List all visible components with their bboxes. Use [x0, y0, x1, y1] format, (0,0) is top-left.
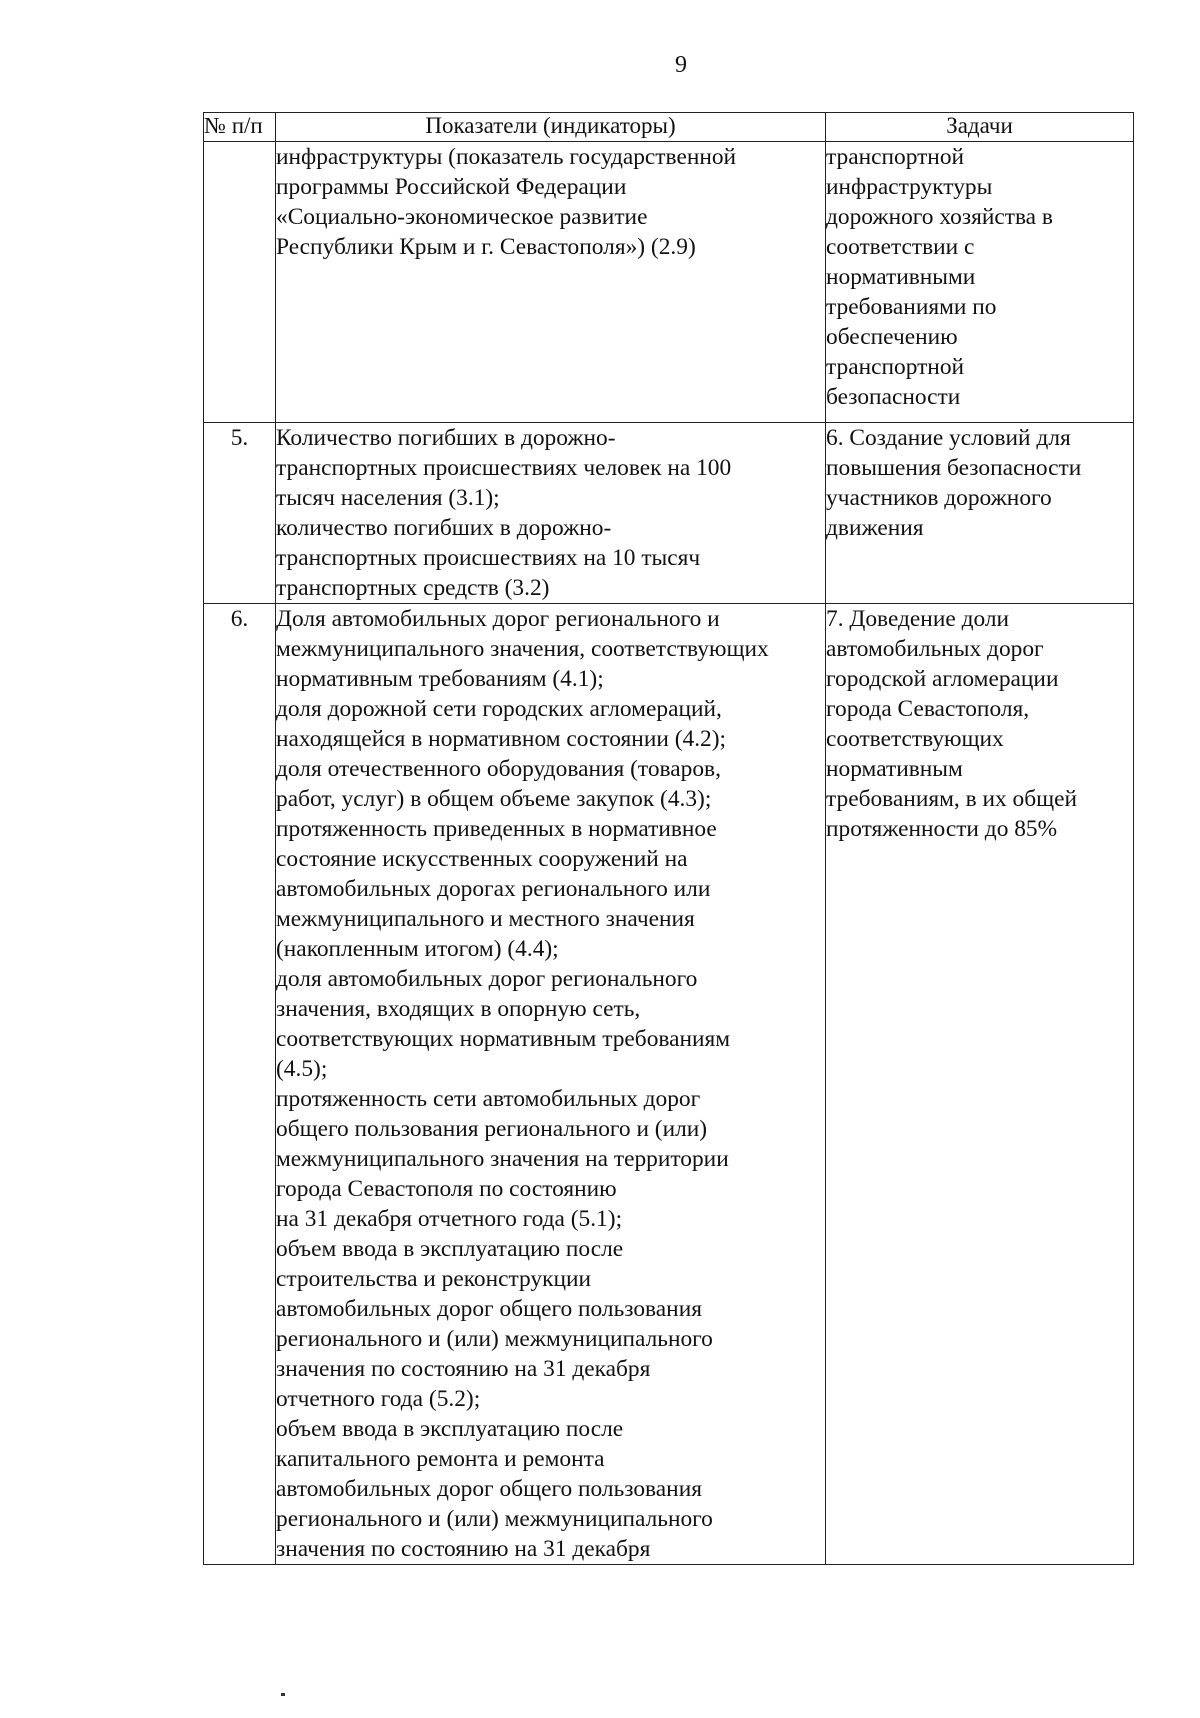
task-line: участников дорожного [826, 485, 1052, 511]
header-indicators: Показатели (индикаторы) [276, 113, 826, 142]
indicator-line: регионального и (или) межмуниципального [276, 1326, 713, 1352]
indicator-line: нормативным требованиям (4.1); [276, 666, 604, 692]
table-row [204, 423, 1134, 604]
indicator-line: значения, входящих в опорную сеть, [276, 996, 641, 1022]
task-line: нормативным [826, 756, 963, 782]
task-line: инфраструктуры [826, 174, 993, 200]
indicator-line: межмуниципального значения на территории [276, 1146, 729, 1172]
table-row [204, 142, 1134, 423]
indicator-line: Доля автомобильных дорог регионального и [276, 606, 720, 632]
header-tasks: Задачи [826, 113, 1134, 142]
indicator-line: состояние искусственных сооружений на [276, 846, 688, 872]
task-line: повышения безопасности [826, 455, 1082, 481]
tasks-cell [826, 423, 1134, 604]
task-line: городской агломерации [826, 666, 1059, 692]
task-line: нормативными [826, 264, 976, 290]
indicator-line: тысяч населения (3.1); [276, 485, 500, 511]
indicator-line: находящейся в нормативном состоянии (4.2); [276, 726, 727, 752]
indicator-line: программы Российской Федерации [276, 174, 627, 200]
indicator-line: соответствующих нормативным требованиям [276, 1026, 731, 1052]
indicator-line: доля автомобильных дорог регионального [276, 966, 698, 992]
indicator-line: (накопленным итогом) (4.4); [276, 936, 559, 962]
indicator-line: доля отечественного оборудования (товаров, [276, 756, 721, 782]
indicator-line: работ, услуг) в общем объеме закупок (4.3); [276, 786, 712, 812]
indicator-line: межмуниципального значения, соответствующих [276, 636, 769, 662]
indicator-line: протяженность приведенных в нормативное [276, 816, 717, 842]
row-number [204, 142, 276, 423]
task-line: 6. Создание условий для [826, 425, 1071, 451]
table-header-row [204, 113, 1134, 142]
indicator-line: капитального ремонта и ремонта [276, 1446, 605, 1472]
indicator-line: Количество погибших в дорожно- [276, 425, 616, 451]
indicator-line: доля дорожной сети городских агломераций, [276, 696, 722, 722]
indicators-cell [276, 604, 826, 1565]
task-line: транспортной [826, 144, 965, 170]
indicators-table [203, 112, 1134, 1565]
indicator-line: (4.5); [276, 1056, 328, 1082]
scan-speck [281, 1693, 285, 1696]
indicators-cell [276, 423, 826, 604]
indicator-line: строительства и реконструкции [276, 1266, 592, 1292]
indicator-line: общего пользования регионального и (или) [276, 1116, 708, 1142]
indicator-line: значения по состоянию на 31 декабря [276, 1536, 651, 1562]
task-line: требованиями по [826, 294, 997, 320]
indicator-line: автомобильных дорог общего пользования [276, 1296, 702, 1322]
task-line: 7. Доведение доли [826, 606, 1010, 632]
indicator-line: автомобильных дорог общего пользования [276, 1476, 702, 1502]
row-number: 6. [204, 604, 276, 1565]
indicators-cell [276, 142, 826, 423]
indicator-line: Республики Крым и г. Севастополя») (2.9) [276, 234, 696, 260]
row-number: 5. [204, 423, 276, 604]
indicator-line: протяженность сети автомобильных дорог [276, 1086, 701, 1112]
indicator-line: «Социально-экономическое развитие [276, 204, 648, 230]
indicator-line: автомобильных дорогах регионального или [276, 876, 711, 902]
indicator-line: транспортных происшествиях человек на 100 [276, 455, 732, 481]
indicator-line: регионального и (или) межмуниципального [276, 1506, 713, 1532]
tasks-cell [826, 604, 1134, 1565]
indicator-line: значения по состоянию на 31 декабря [276, 1356, 651, 1382]
tasks-cell [826, 142, 1134, 423]
task-line: автомобильных дорог [826, 636, 1044, 662]
indicator-line: города Севастополя по состоянию [276, 1176, 617, 1202]
task-line: соответствии с [826, 234, 975, 260]
indicator-line: транспортных средств (3.2) [276, 575, 550, 601]
indicator-line: межмуниципального и местного значения [276, 906, 695, 932]
task-line: транспортной [826, 354, 965, 380]
task-line: дорожного хозяйства в [826, 204, 1053, 230]
task-line: безопасности [826, 384, 961, 410]
task-line: протяженности до 85% [826, 816, 1058, 842]
indicator-line: количество погибших в дорожно- [276, 515, 612, 541]
header-num: № п/п [204, 113, 276, 142]
page-number: 9 [675, 52, 687, 78]
indicator-line: объем ввода в эксплуатацию после [276, 1236, 624, 1262]
indicator-line: инфраструктуры (показатель государственной [276, 144, 737, 170]
table-row [204, 604, 1134, 1565]
task-line: соответствующих [826, 726, 1004, 752]
task-line: требованиям, в их общей [826, 786, 1078, 812]
indicator-line: транспортных происшествиях на 10 тысяч [276, 545, 701, 571]
task-line: обеспечению [826, 324, 958, 350]
task-line: города Севастополя, [826, 696, 1030, 722]
indicator-line: отчетного года (5.2); [276, 1386, 481, 1412]
task-line: движения [826, 515, 924, 541]
indicator-line: объем ввода в эксплуатацию после [276, 1416, 624, 1442]
indicator-line: на 31 декабря отчетного года (5.1); [276, 1206, 623, 1232]
